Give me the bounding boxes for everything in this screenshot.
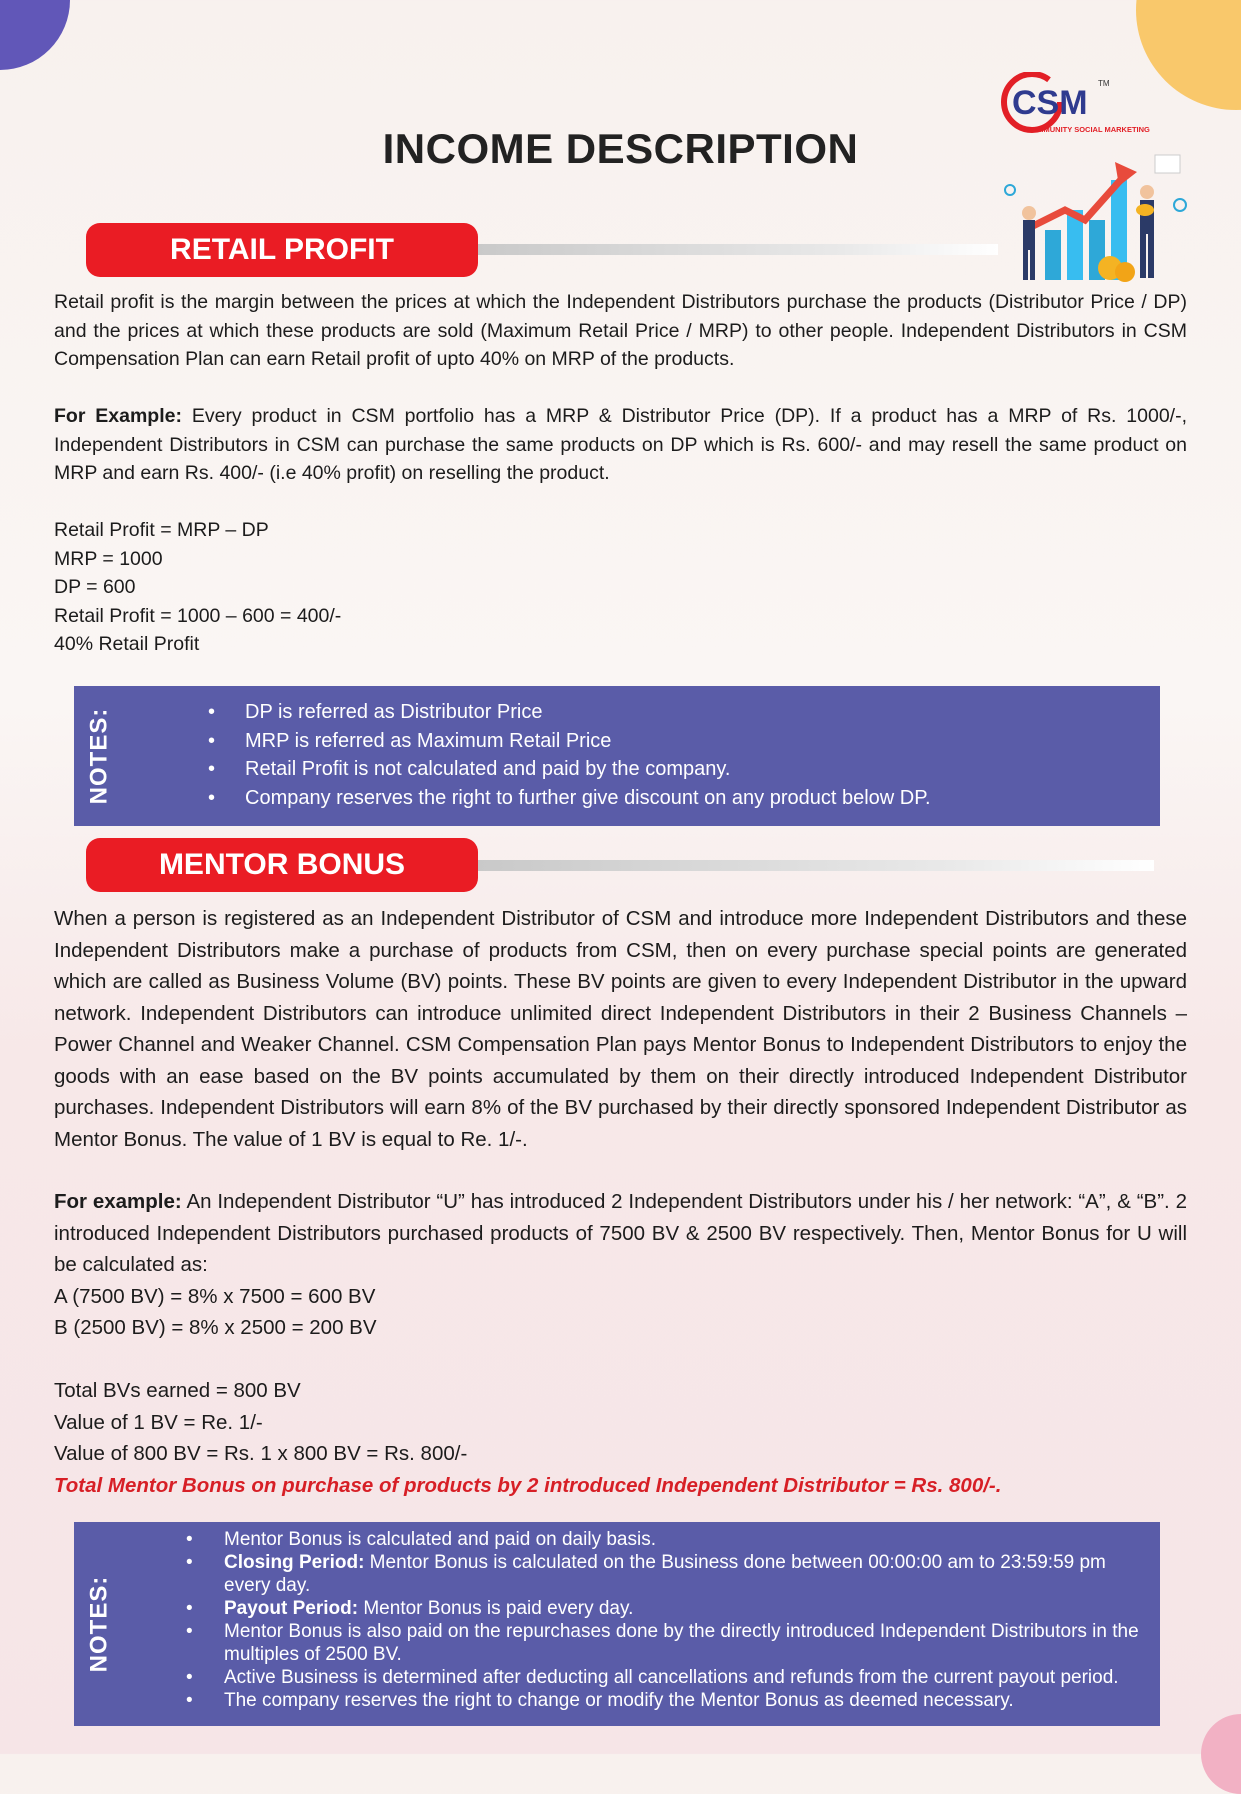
note-item: • Company reserves the right to further give discount on any product below DP.	[172, 784, 931, 813]
logo-text: CSM	[1012, 84, 1088, 122]
corner-decoration-bottom-right	[1201, 1714, 1241, 1794]
calc-line: Value of 800 BV = Rs. 1 x 800 BV = Rs. 800/-	[54, 1442, 468, 1465]
logo-tagline: COMMUNITY SOCIAL MARKETING	[1026, 125, 1150, 134]
example-label: For Example:	[54, 405, 182, 427]
note-item: • MRP is referred as Maximum Retail Price	[172, 727, 931, 756]
note-item: • Mentor Bonus is calculated and paid on daily basis.	[112, 1528, 1152, 1551]
mentor-bonus-totals	[54, 1375, 1187, 1501]
mentor-bonus-intro: When a person is registered as an Independent Distributor of CSM and introduce more Independent Distributors and these Independent Distributors make a purchase of products from CSM, then on every purchase special points are generated which are called as Business Volume (BV) points. These BV points are given to every Independent Distributor in the upward network. Independent Distributors can introduce unlimited direct Independent Distributors in their 2 Business Channels – Power Channel and Weaker Channel. CSM Compensation Plan pays Mentor Bonus to Independent Distributors to enjoy the goods with an ease based on the BV points accumulated by them on their directly introduced Independent Distributor purchases. Independent Distributors will earn 8% of the BV purchased by their directly sponsored Independent Distributor as Mentor Bonus. The value of 1 BV is equal to Re. 1/-.	[54, 907, 1187, 1151]
note-item: • Closing Period: Mentor Bonus is calculated on the Business done between 00:00:00 am to 23:59:59 pm every day.	[112, 1551, 1152, 1597]
calc-line: Retail Profit = 1000 – 600 = 400/-	[54, 604, 342, 627]
section-divider	[478, 244, 998, 255]
logo-trademark: TM	[1098, 79, 1110, 88]
mentor-notes-box	[74, 1522, 1160, 1726]
note-item: • Mentor Bonus is also paid on the repurchases done by the directly introduced Independent Distributors in the multiples of 2500 BV.	[112, 1620, 1152, 1666]
calc-line: A (7500 BV) = 8% x 7500 = 600 BV	[54, 1284, 376, 1308]
example-label: For example:	[54, 1190, 182, 1213]
notes-label: NOTES:	[85, 707, 113, 805]
note-item: • Retail Profit is not calculated and paid by the company.	[172, 755, 931, 784]
retail-profit-calculation	[54, 516, 1187, 659]
note-item: • Active Business is determined after deducting all cancellations and refunds from the current payout period.	[112, 1666, 1152, 1689]
note-item: • Payout Period: Mentor Bonus is paid every day.	[112, 1597, 1152, 1620]
calc-line: 40% Retail Profit	[54, 633, 200, 655]
total-mentor-bonus: Total Mentor Bonus on purchase of products by 2 introduced Independent Distributor = Rs. 800/-.	[54, 1473, 1002, 1497]
calc-line: Value of 1 BV = Re. 1/-	[54, 1410, 263, 1434]
note-item: • The company reserves the right to change or modify the Mentor Bonus as deemed necessary.	[112, 1689, 1152, 1712]
mentor-notes-list	[112, 1528, 1152, 1712]
retail-notes-list	[172, 698, 931, 812]
calc-line: B (2500 BV) = 8% x 2500 = 200 BV	[54, 1316, 377, 1339]
retail-notes-box	[74, 686, 1160, 826]
notes-label: NOTES:	[85, 1575, 113, 1673]
corner-decoration-top-right	[1136, 0, 1241, 110]
calc-line: MRP = 1000	[54, 547, 163, 570]
retail-profit-intro: Retail profit is the margin between the prices at which the Independent Distributors purchase the products (Distributor Price / DP) and the prices at which these products are sold (Maximum Retail Price / MRP) to other people. Independent Distributors in CSM Compensation Plan can earn Retail profit of upto 40% on MRP of the products.	[54, 291, 1187, 370]
retail-profit-heading: RETAIL PROFIT	[86, 223, 478, 277]
note-item: • DP is referred as Distributor Price	[172, 698, 931, 727]
mentor-bonus-example	[54, 1186, 1187, 1344]
example-text: An Independent Distributor “U” has introduced 2 Independent Distributors under his / her network: “A”, & “B”. 2 introduced Independent Distributors purchased products of 7500 BV & 2500 BV respectively. Then, Mentor Bonus for U will be calculated as:	[54, 1190, 1187, 1276]
section-divider	[478, 860, 1154, 871]
example-text: Every product in CSM portfolio has a MRP & Distributor Price (DP). If a product has a MRP of Rs. 1000/-, Independent Distributors in CSM can purchase the same products on DP which is Rs. 600/- and may resell the same product on MRP and earn Rs. 400/- (i.e 40% profit) on reselling the product.	[54, 405, 1187, 484]
calc-line: Retail Profit = MRP – DP	[54, 519, 269, 541]
mentor-bonus-heading: MENTOR BONUS	[86, 838, 478, 892]
calc-line: Total BVs earned = 800 BV	[54, 1379, 301, 1402]
calc-line: DP = 600	[54, 576, 136, 598]
page-title: INCOME DESCRIPTION	[382, 125, 859, 172]
retail-profit-example	[54, 402, 1187, 488]
corner-decoration-top-left	[0, 0, 70, 70]
